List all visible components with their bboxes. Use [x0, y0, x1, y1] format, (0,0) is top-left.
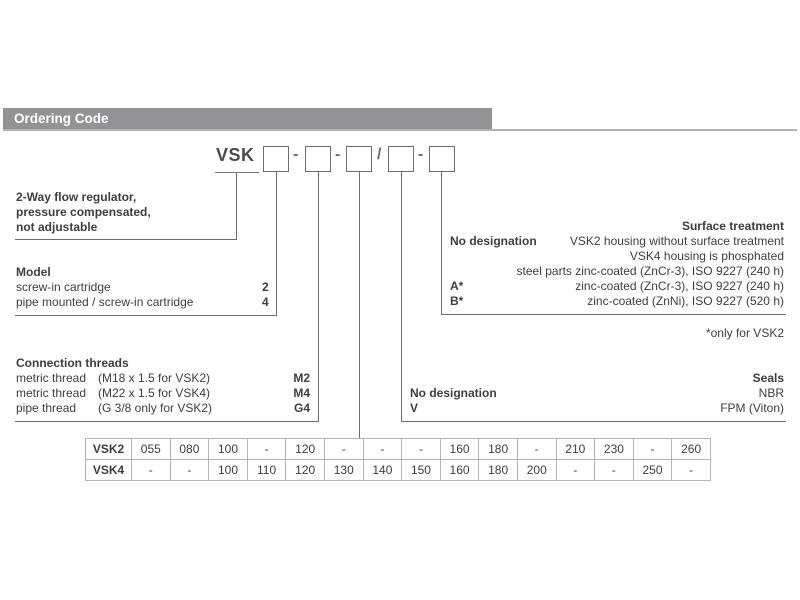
table-cell: 180 [479, 460, 518, 481]
description-line: not adjustable [16, 220, 98, 234]
surface-option-text: VSK2 housing without surface treatment [569, 234, 784, 248]
table-cell: 080 [170, 439, 209, 460]
table-cell: - [170, 460, 209, 481]
seals-underline [401, 421, 786, 422]
seals-option-label: FPM (Viton) [720, 401, 784, 415]
table-cell: - [517, 439, 556, 460]
seals-option-code: No designation [410, 386, 497, 400]
surface-option-code: No designation [450, 234, 537, 248]
table-cell: 120 [286, 439, 325, 460]
code-prefix: VSK [216, 145, 255, 165]
connection-option-detail: (M22 x 1.5 for VSK4) [98, 386, 211, 400]
table-cell: - [324, 439, 363, 460]
surface-title: Surface treatment [681, 219, 784, 233]
connector-line [318, 172, 319, 422]
model-underline [15, 315, 277, 316]
connection-option-code: G4 [293, 401, 310, 415]
surface-footnote: *only for VSK2 [705, 326, 784, 340]
code-separator: - [418, 146, 424, 163]
table-cell: 260 [672, 439, 711, 460]
description-line: pressure compensated, [16, 205, 151, 219]
table-cell: 130 [324, 460, 363, 481]
table-cell: - [132, 460, 171, 481]
connection-option-label: metric thread [16, 371, 87, 385]
connection-option-detail: (M18 x 1.5 for VSK2) [98, 371, 211, 385]
connector-line [401, 172, 402, 422]
table-cell: - [402, 439, 441, 460]
surface-option-code: A* [450, 279, 464, 293]
table-cell: - [672, 460, 711, 481]
seals-option-code: V [410, 401, 419, 415]
table-cell: 180 [479, 439, 518, 460]
table-cell: 250 [633, 460, 672, 481]
row-header: VSK2 [86, 439, 132, 460]
model-option-code: 2 [262, 280, 269, 294]
table-cell: 150 [402, 460, 441, 481]
header-divider [3, 129, 797, 131]
table-cell: 100 [209, 439, 248, 460]
table-cell: - [363, 439, 402, 460]
surface-option-code: B* [450, 294, 464, 308]
model-option-label: pipe mounted / screw-in cartridge [16, 295, 194, 309]
table-cell: 100 [209, 460, 248, 481]
surface-underline [441, 314, 786, 315]
table-cell: 210 [556, 439, 595, 460]
description-line: 2-Way flow regulator, [16, 190, 137, 204]
code-box-model [263, 146, 289, 172]
table-cell: 200 [517, 460, 556, 481]
code-box-seals [388, 146, 414, 172]
connection-option-code: M4 [293, 386, 310, 400]
table-cell: 140 [363, 460, 402, 481]
surface-option-text: steel parts zinc-coated (ZnCr-3), ISO 9227 (240 h) [516, 264, 784, 278]
row-header: VSK4 [86, 460, 132, 481]
description-underline [15, 239, 237, 240]
connection-underline [15, 421, 319, 422]
connector-line [441, 172, 442, 315]
code-box-flow [346, 146, 372, 172]
table-cell: 160 [440, 439, 479, 460]
model-option-code: 4 [262, 295, 269, 309]
surface-option-text: zinc-coated (ZnNi), ISO 9227 (520 h) [587, 294, 784, 308]
table-cell: - [633, 439, 672, 460]
table-cell: 055 [132, 439, 171, 460]
surface-option-text: zinc-coated (ZnCr-3), ISO 9227 (240 h) [575, 279, 784, 293]
code-separator: - [335, 146, 341, 163]
connection-option-detail: (G 3/8 only for VSK2) [98, 401, 213, 415]
connection-option-label: pipe thread [16, 401, 77, 415]
seals-option-label: NBR [758, 386, 784, 400]
connection-option-code: M2 [293, 371, 310, 385]
table-row [86, 439, 711, 460]
table-cell: 160 [440, 460, 479, 481]
flow-size-table [85, 438, 711, 481]
table-cell: - [556, 460, 595, 481]
section-title: Ordering Code [14, 111, 109, 126]
table-row [86, 460, 711, 481]
table-cell: 120 [286, 460, 325, 481]
code-separator: - [293, 146, 299, 163]
connection-option-label: metric thread [16, 386, 87, 400]
table-cell: - [595, 460, 634, 481]
model-option-label: screw-in cartridge [16, 280, 111, 294]
connection-title: Connection threads [16, 356, 129, 370]
prefix-underline [215, 172, 259, 173]
connector-line [359, 172, 360, 438]
table-cell: - [247, 439, 286, 460]
connector-line [276, 172, 277, 316]
code-separator: / [377, 146, 382, 163]
connector-line [236, 173, 237, 240]
seals-title: Seals [752, 371, 784, 385]
surface-option-text: VSK4 housing is phosphated [629, 249, 784, 263]
table-cell: 110 [247, 460, 286, 481]
code-box-connection [305, 146, 331, 172]
code-box-surface [429, 146, 455, 172]
table-cell: 230 [595, 439, 634, 460]
model-title: Model [16, 265, 51, 279]
